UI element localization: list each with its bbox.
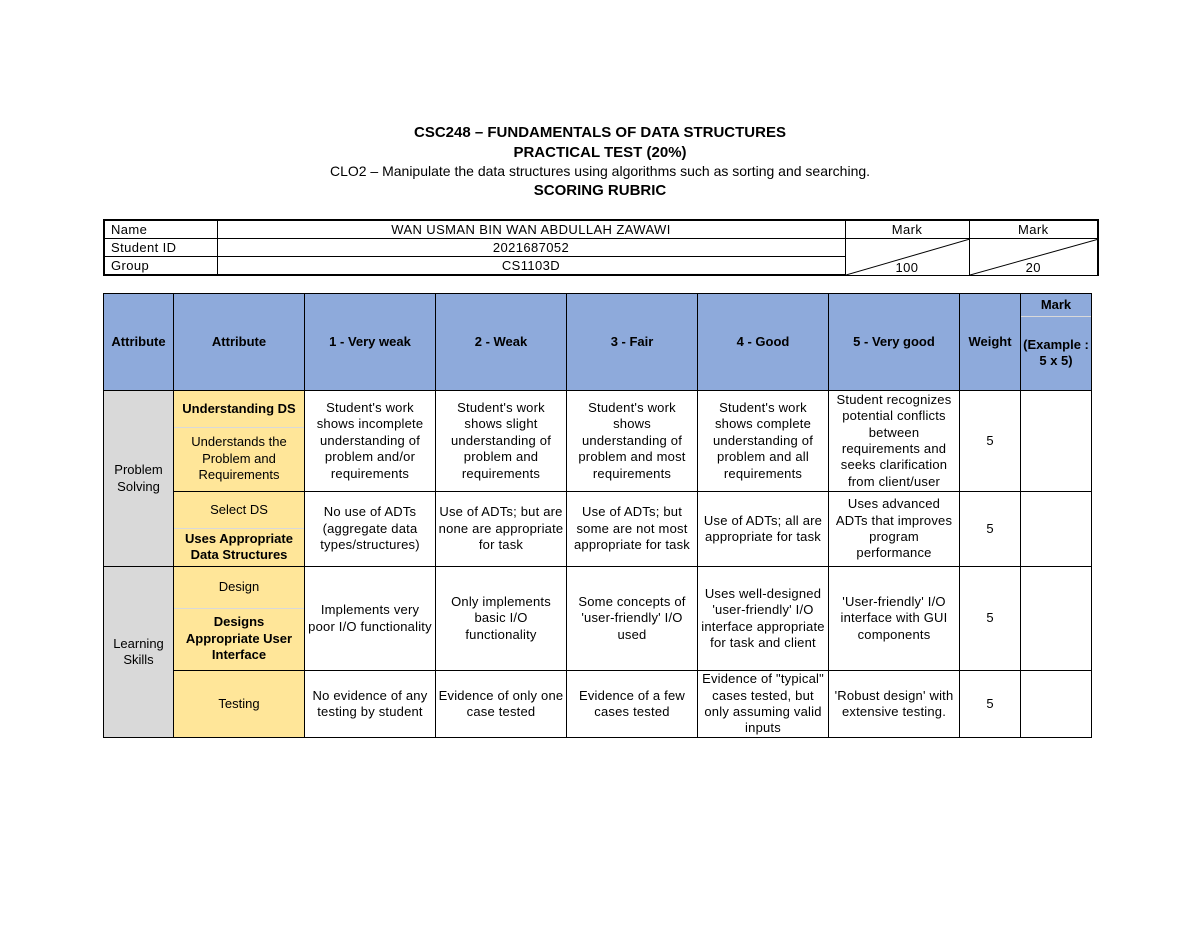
weight-value: 5 [960, 567, 1021, 671]
mark-box-100[interactable] [845, 239, 969, 276]
name-label: Name [104, 220, 217, 239]
sub-attribute-cell [174, 492, 305, 567]
sub-attribute-short: Design [218, 579, 260, 595]
criterion-very-weak: No use of ADTs (aggregate data types/structures) [305, 492, 436, 567]
header-weight: Weight [960, 294, 1021, 391]
sub-attribute-long: Understands the Problem and Requirements [174, 427, 304, 490]
criterion-very-good: 'User-friendly' I/O interface with GUI components [829, 567, 960, 671]
criterion-fair: Student's work shows understanding of problem and most requirements [567, 391, 698, 492]
rubric-title: SCORING RUBRIC [533, 182, 667, 199]
criterion-very-good: Uses advanced ADTs that improves program performance [829, 492, 960, 567]
criterion-good: Evidence of "typical" cases tested, but only assuming valid inputs [698, 671, 829, 738]
group-problem-solving: Problem Solving [104, 391, 174, 567]
weight-value: 5 [960, 671, 1021, 738]
header-fair: 3 - Fair [567, 294, 698, 391]
mark-input[interactable] [1021, 567, 1092, 671]
criterion-fair: Evidence of a few cases tested [567, 671, 698, 738]
mark-total-100: 100 [895, 259, 919, 275]
mark-input[interactable] [1021, 391, 1092, 492]
header-good: 4 - Good [698, 294, 829, 391]
criterion-fair: Use of ADTs; but some are not most appropriate for task [567, 492, 698, 567]
weight-value: 5 [960, 492, 1021, 567]
mark-box-20[interactable] [969, 239, 1098, 276]
sub-attribute-short: Select DS [210, 501, 268, 517]
scoring-rubric-table [103, 293, 1092, 738]
header-very-weak: 1 - Very weak [305, 294, 436, 391]
criterion-very-weak: Implements very poor I/O functionality [305, 567, 436, 671]
header-mark-example: (Example : 5 x 5) [1023, 337, 1089, 368]
student-id-row [104, 239, 1098, 257]
header-mark [1021, 294, 1092, 391]
criterion-weak: Evidence of only one case tested [436, 671, 567, 738]
criterion-very-weak: Student's work shows incomplete understanding of problem and/or requirements [305, 391, 436, 492]
group-value: CS1103D [217, 257, 845, 276]
criterion-very-good: 'Robust design' with extensive testing. [829, 671, 960, 738]
sub-attribute-long: Uses Appropriate Data Structures [174, 528, 304, 566]
name-value: WAN USMAN BIN WAN ABDULLAH ZAWAWI [217, 220, 845, 239]
clo-statement: CLO2 – Manipulate the data structures using algorithms such as sorting and searching. [329, 163, 871, 179]
header-mark-label: Mark [1021, 294, 1091, 317]
student-id-value: 2021687052 [217, 239, 845, 257]
criterion-good: Uses well-designed 'user-friendly' I/O interface appropriate for task and client [698, 567, 829, 671]
criterion-good: Use of ADTs; all are appropriate for task [698, 492, 829, 567]
student-id-label: Student ID [104, 239, 217, 257]
student-info-table [103, 219, 1099, 276]
course-title: CSC248 – FUNDAMENTALS OF DATA STRUCTURES [414, 124, 786, 141]
table-row [104, 492, 1092, 567]
header-attribute: Attribute [104, 294, 174, 391]
mark-label-100: Mark [845, 220, 969, 239]
mark-label-20: Mark [969, 220, 1098, 239]
criterion-weak: Only implements basic I/O functionality [436, 567, 567, 671]
mark-input[interactable] [1021, 671, 1092, 738]
weight-value: 5 [960, 391, 1021, 492]
header-very-good: 5 - Very good [829, 294, 960, 391]
group-learning-skills: Learning Skills [104, 567, 174, 738]
table-row [104, 391, 1092, 492]
criterion-very-weak: No evidence of any testing by student [305, 671, 436, 738]
mark-input[interactable] [1021, 492, 1092, 567]
sub-attribute-short: Testing [218, 695, 260, 711]
group-label: Group [104, 257, 217, 276]
sub-attribute-cell [174, 391, 305, 492]
criterion-fair: Some concepts of 'user-friendly' I/O used [567, 567, 698, 671]
test-title: PRACTICAL TEST (20%) [513, 144, 687, 161]
sub-attribute-cell [174, 671, 305, 738]
mark-total-20: 20 [1025, 259, 1041, 275]
sub-attribute-short: Understanding DS [182, 401, 296, 417]
header-attribute-sub: Attribute [174, 294, 305, 391]
sub-attribute-cell [174, 567, 305, 671]
criterion-weak: Student's work shows slight understanding of problem and requirements [436, 391, 567, 492]
table-row [104, 671, 1092, 738]
criterion-weak: Use of ADTs; but are none are appropriate for task [436, 492, 567, 567]
table-row [104, 567, 1092, 671]
header-weak: 2 - Weak [436, 294, 567, 391]
criterion-very-good: Student recognizes potential conflicts between requirements and seeks clarification from client/user [829, 391, 960, 492]
rubric-header-row [104, 294, 1092, 391]
name-row [104, 220, 1098, 239]
criterion-good: Student's work shows complete understanding of problem and all requirements [698, 391, 829, 492]
sub-attribute-long: Designs Appropriate User Interface [174, 608, 304, 670]
